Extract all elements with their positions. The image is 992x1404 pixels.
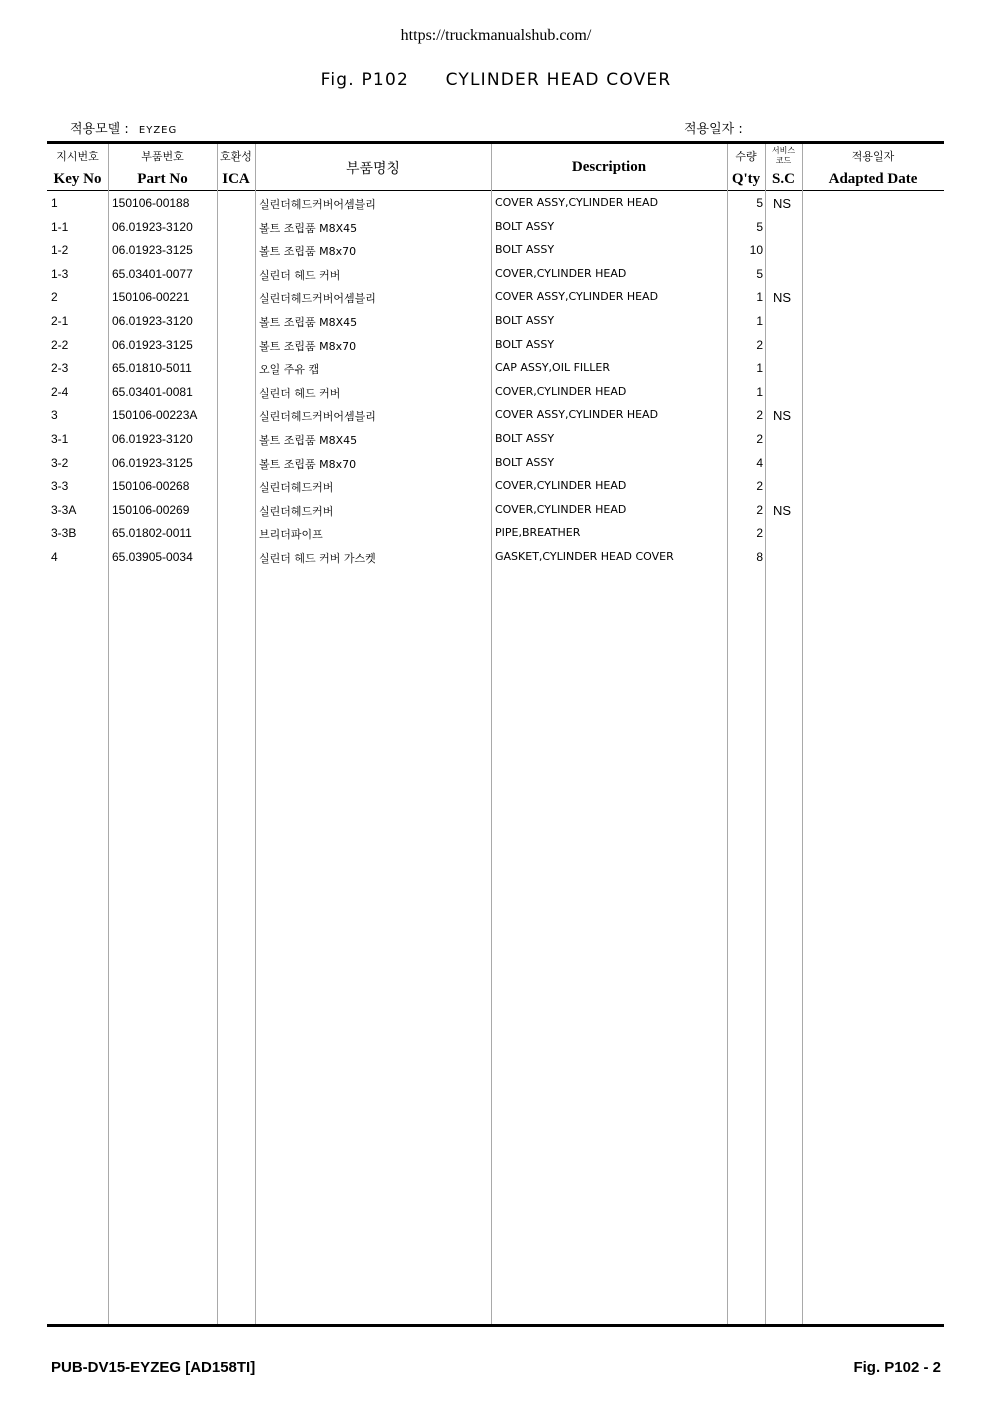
quantity: 4 [756,455,763,470]
part-description: BOLT ASSY [495,313,555,327]
part-no: 65.03401-0077 [112,266,193,281]
header-date-en: Adapted Date [828,171,918,187]
table-row [0,453,992,477]
key-no: 1-3 [51,266,69,281]
service-code: NS [773,408,792,424]
quantity: 8 [756,549,763,564]
figure-title: CYLINDER HEAD COVER [445,70,672,90]
quantity: 5 [756,219,763,234]
key-no: 4 [51,549,58,564]
key-no: 3-1 [51,431,69,446]
key-no: 2 [51,290,58,305]
key-no: 3 [51,408,58,423]
part-description: COVER ASSY,CYLINDER HEAD [495,290,659,304]
header-key-ko: 지시번호 [56,150,99,163]
service-code: NS [773,502,792,518]
part-description: BOLT ASSY [495,337,555,351]
part-no: 06.01923-3125 [112,337,193,352]
table-row [0,429,992,453]
part-name-ko: 실린더헤드커버어셈블리 [259,198,376,211]
header-ica-en: ICA [222,171,250,187]
header-name-ko: 부품명칭 [345,161,401,177]
key-no: 3-3A [51,502,77,517]
header-description: Description [571,159,647,175]
part-name-ko: 볼트 조립품 M8x70 [259,339,357,353]
part-no: 06.01923-3120 [112,313,193,328]
key-no: 1 [51,196,58,210]
part-description: CAP ASSY,OIL FILLER [495,361,610,375]
table-row [0,405,992,429]
part-no: 65.03905-0034 [112,549,193,564]
quantity: 5 [756,266,763,281]
part-no: 150106-00188 [112,196,190,210]
table-row [0,287,992,311]
quantity: 5 [756,196,763,210]
part-name-ko: 실린더 헤드 커버 [259,268,341,282]
part-name-ko: 실린더 헤드 커버 [259,386,341,400]
part-name-ko: 실린더 헤드 커버 가스켓 [259,551,376,565]
header-part-ko: 부품번호 [141,150,184,163]
table-header-rule [47,190,944,191]
quantity: 1 [756,384,763,399]
key-no: 3-2 [51,455,69,470]
key-no: 2-1 [51,313,69,328]
table-row [0,382,992,406]
quantity: 2 [756,526,763,541]
part-name-ko: 실린더헤드커버어셈블리 [259,292,376,306]
model-value: EYZEG [138,125,178,136]
part-no: 06.01923-3120 [112,431,193,446]
table-row [0,500,992,524]
part-no: 150106-00223A [112,408,198,423]
part-no: 150106-00268 [112,479,190,494]
part-description: BOLT ASSY [495,219,555,233]
part-name-ko: 볼트 조립품 M8X45 [259,221,358,235]
quantity: 2 [756,431,763,446]
key-no: 2-4 [51,384,69,399]
part-name-ko: 실린더헤드커버 [259,481,334,495]
parts-table-body [0,193,992,571]
key-no: 2-2 [51,337,69,352]
part-description: BOLT ASSY [495,455,555,469]
part-no: 65.01802-0011 [112,526,192,541]
table-row [0,335,992,359]
quantity: 1 [756,290,763,305]
part-name-ko: 오일 주유 캡 [259,363,320,377]
part-name-ko: 볼트 조립품 M8X45 [259,433,358,447]
quantity: 2 [756,337,763,352]
header-sc-ko-line2: 코드 [775,156,792,165]
table-row [0,547,992,571]
key-no: 1-1 [51,219,69,234]
part-no: 06.01923-3125 [112,455,193,470]
header-date-ko: 적용일자 [851,150,895,163]
publication-code: PUB-DV15-EYZEG [AD158TI] [51,1359,256,1376]
page-number: Fig. P102 - 2 [853,1359,941,1376]
quantity: 2 [756,408,763,423]
quantity: 1 [756,313,763,328]
model-label: 적용모델 : [70,122,129,137]
header-ica-ko: 호환성 [220,150,252,163]
table-row [0,476,992,500]
header-qty-ko: 수량 [735,150,757,163]
table-row [0,358,992,382]
part-description: PIPE,BREATHER [495,526,581,540]
part-no: 06.01923-3125 [112,243,193,258]
table-row [0,311,992,335]
table-bottom-rule [47,1324,944,1327]
quantity: 2 [756,479,763,494]
part-name-ko: 브리더파이프 [259,528,323,542]
service-code: NS [773,290,792,306]
header-sc-en: S.C [772,171,795,187]
part-no: 06.01923-3120 [112,219,193,234]
model-info [70,118,177,137]
header-sc-ko-line1: 서비스 [771,146,796,155]
part-description: COVER ASSY,CYLINDER HEAD [495,408,659,422]
header-sc-ko [765,146,802,166]
part-description: BOLT ASSY [495,243,555,257]
part-no: 65.01810-5011 [112,361,192,376]
quantity: 2 [756,502,763,517]
header-part-en: Part No [137,171,188,187]
key-no: 3-3B [51,526,77,541]
figure-number: Fig. P102 [320,70,409,90]
header-qty-en: Q'ty [731,171,761,187]
part-description: COVER,CYLINDER HEAD [495,384,627,398]
part-name-ko: 볼트 조립품 M8X45 [259,315,358,329]
key-no: 1-2 [51,243,69,258]
part-description: COVER,CYLINDER HEAD [495,479,627,493]
table-top-rule [47,141,944,144]
part-description: GASKET,CYLINDER HEAD COVER [495,549,674,563]
header-key-en: Key No [53,171,102,187]
table-row [0,523,992,547]
part-no: 150106-00221 [112,290,190,305]
part-name-ko: 실린더헤드커버어셈블리 [259,410,376,424]
page-title [0,70,992,90]
key-no: 2-3 [51,361,69,376]
part-name-ko: 볼트 조립품 M8x70 [259,245,357,259]
source-url: https://truckmanualshub.com/ [400,27,592,44]
part-description: COVER ASSY,CYLINDER HEAD [495,196,659,209]
table-row [0,217,992,241]
part-description: COVER,CYLINDER HEAD [495,502,627,516]
part-description: BOLT ASSY [495,431,555,445]
part-no: 65.03401-0081 [112,384,193,399]
key-no: 3-3 [51,479,69,494]
part-description: COVER,CYLINDER HEAD [495,266,627,280]
table-row [0,240,992,264]
part-name-ko: 실린더헤드커버 [259,504,334,518]
part-no: 150106-00269 [112,502,190,517]
service-code: NS [773,196,792,211]
quantity: 1 [756,361,763,376]
table-row [0,193,992,217]
table-row [0,264,992,288]
part-name-ko: 볼트 조립품 M8x70 [259,457,357,471]
applied-date-label: 적용일자 : [684,122,743,137]
quantity: 10 [749,243,763,258]
